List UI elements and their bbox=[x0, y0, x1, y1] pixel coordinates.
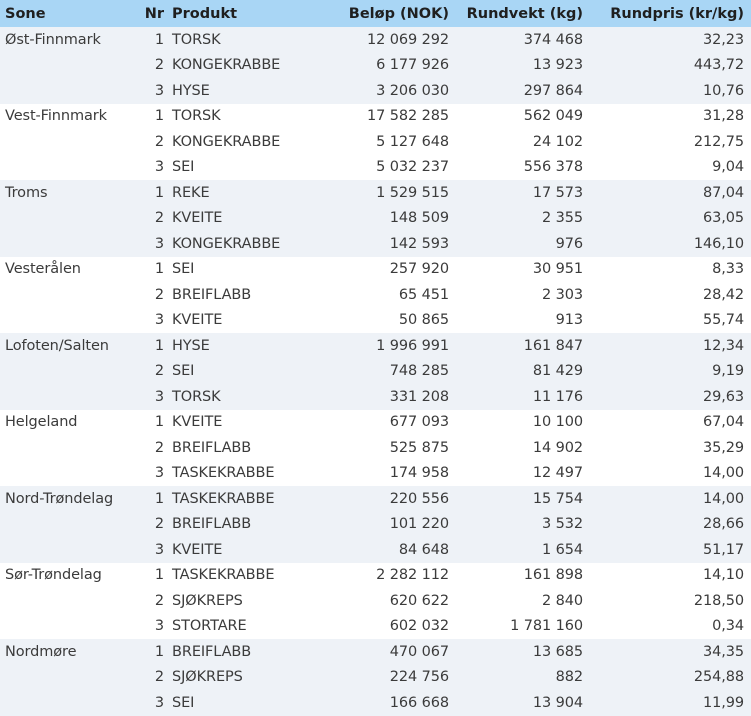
cell-rundvekt: 374 468 bbox=[455, 27, 589, 53]
table-row bbox=[0, 563, 751, 589]
cell-rundvekt: 10 100 bbox=[455, 410, 589, 436]
cell-produkt: SEI bbox=[169, 155, 304, 181]
table-row bbox=[0, 512, 751, 538]
cell-rundpris: 87,04 bbox=[589, 180, 751, 206]
cell-belop: 602 032 bbox=[304, 614, 455, 640]
cell-belop: 525 875 bbox=[304, 435, 455, 461]
cell-rundpris: 67,04 bbox=[589, 410, 751, 436]
cell-sone bbox=[0, 435, 137, 461]
table-row bbox=[0, 129, 751, 155]
cell-rundvekt: 976 bbox=[455, 231, 589, 257]
cell-rundvekt: 15 754 bbox=[455, 486, 589, 512]
cell-nr: 3 bbox=[137, 78, 169, 104]
cell-rundpris: 14,10 bbox=[589, 563, 751, 589]
cell-rundvekt: 11 176 bbox=[455, 384, 589, 410]
cell-rundpris: 11,99 bbox=[589, 690, 751, 716]
cell-rundvekt: 14 902 bbox=[455, 435, 589, 461]
cell-belop: 84 648 bbox=[304, 537, 455, 563]
cell-rundvekt: 882 bbox=[455, 665, 589, 691]
cell-produkt: BREIFLABB bbox=[169, 639, 304, 665]
cell-produkt: SEI bbox=[169, 690, 304, 716]
cell-produkt: KONGEKRABBE bbox=[169, 129, 304, 155]
cell-rundpris: 14,00 bbox=[589, 486, 751, 512]
cell-rundvekt: 12 497 bbox=[455, 461, 589, 487]
cell-belop: 5 127 648 bbox=[304, 129, 455, 155]
cell-rundvekt: 24 102 bbox=[455, 129, 589, 155]
cell-nr: 3 bbox=[137, 308, 169, 334]
cell-sone: Nordmøre bbox=[0, 639, 137, 665]
cell-sone bbox=[0, 308, 137, 334]
cell-produkt: KVEITE bbox=[169, 308, 304, 334]
cell-produkt: TASKEKRABBE bbox=[169, 461, 304, 487]
cell-nr: 2 bbox=[137, 435, 169, 461]
cell-rundvekt: 13 923 bbox=[455, 53, 589, 79]
table-body bbox=[0, 27, 751, 716]
cell-nr: 3 bbox=[137, 461, 169, 487]
cell-belop: 148 509 bbox=[304, 206, 455, 232]
cell-rundpris: 443,72 bbox=[589, 53, 751, 79]
cell-produkt: BREIFLABB bbox=[169, 512, 304, 538]
cell-belop: 17 582 285 bbox=[304, 104, 455, 130]
cell-belop: 620 622 bbox=[304, 588, 455, 614]
table-row bbox=[0, 333, 751, 359]
table-row bbox=[0, 53, 751, 79]
cell-produkt: SEI bbox=[169, 257, 304, 283]
cell-belop: 1 996 991 bbox=[304, 333, 455, 359]
cell-sone bbox=[0, 665, 137, 691]
cell-sone: Øst-Finnmark bbox=[0, 27, 137, 53]
cell-nr: 1 bbox=[137, 486, 169, 512]
cell-sone bbox=[0, 512, 137, 538]
cell-belop: 331 208 bbox=[304, 384, 455, 410]
table-row bbox=[0, 690, 751, 716]
column-header-rundvekt[interactable]: Rundvekt (kg) bbox=[455, 0, 589, 27]
cell-nr: 2 bbox=[137, 665, 169, 691]
cell-sone: Vesterålen bbox=[0, 257, 137, 283]
cell-produkt: TORSK bbox=[169, 384, 304, 410]
cell-rundvekt: 3 532 bbox=[455, 512, 589, 538]
cell-rundpris: 29,63 bbox=[589, 384, 751, 410]
cell-rundpris: 31,28 bbox=[589, 104, 751, 130]
cell-rundvekt: 17 573 bbox=[455, 180, 589, 206]
cell-sone bbox=[0, 614, 137, 640]
cell-nr: 2 bbox=[137, 359, 169, 385]
cell-rundpris: 8,33 bbox=[589, 257, 751, 283]
cell-rundvekt: 30 951 bbox=[455, 257, 589, 283]
cell-rundpris: 35,29 bbox=[589, 435, 751, 461]
cell-rundvekt: 297 864 bbox=[455, 78, 589, 104]
cell-rundpris: 10,76 bbox=[589, 78, 751, 104]
cell-belop: 174 958 bbox=[304, 461, 455, 487]
cell-nr: 3 bbox=[137, 384, 169, 410]
cell-nr: 1 bbox=[137, 257, 169, 283]
table-row bbox=[0, 155, 751, 181]
cell-nr: 1 bbox=[137, 180, 169, 206]
cell-produkt: SJØKREPS bbox=[169, 665, 304, 691]
cell-sone: Helgeland bbox=[0, 410, 137, 436]
table-row bbox=[0, 486, 751, 512]
cell-produkt: SJØKREPS bbox=[169, 588, 304, 614]
cell-produkt: TORSK bbox=[169, 27, 304, 53]
cell-sone bbox=[0, 78, 137, 104]
cell-sone: Sør-Trøndelag bbox=[0, 563, 137, 589]
cell-rundvekt: 81 429 bbox=[455, 359, 589, 385]
cell-produkt: BREIFLABB bbox=[169, 282, 304, 308]
cell-sone bbox=[0, 537, 137, 563]
cell-sone bbox=[0, 588, 137, 614]
cell-sone bbox=[0, 690, 137, 716]
cell-belop: 257 920 bbox=[304, 257, 455, 283]
cell-belop: 12 069 292 bbox=[304, 27, 455, 53]
table-row bbox=[0, 359, 751, 385]
cell-produkt: BREIFLABB bbox=[169, 435, 304, 461]
cell-belop: 224 756 bbox=[304, 665, 455, 691]
cell-nr: 1 bbox=[137, 104, 169, 130]
cell-belop: 101 220 bbox=[304, 512, 455, 538]
cell-rundvekt: 13 685 bbox=[455, 639, 589, 665]
cell-sone bbox=[0, 282, 137, 308]
table-row bbox=[0, 461, 751, 487]
cell-sone: Troms bbox=[0, 180, 137, 206]
cell-produkt: KVEITE bbox=[169, 206, 304, 232]
column-header-nr[interactable]: Nr bbox=[137, 0, 169, 27]
column-header-belop[interactable]: Beløp (NOK) bbox=[304, 0, 455, 27]
cell-produkt: KVEITE bbox=[169, 537, 304, 563]
cell-nr: 3 bbox=[137, 231, 169, 257]
cell-nr: 2 bbox=[137, 588, 169, 614]
cell-rundpris: 34,35 bbox=[589, 639, 751, 665]
table-row bbox=[0, 537, 751, 563]
cell-rundvekt: 562 049 bbox=[455, 104, 589, 130]
table-row bbox=[0, 257, 751, 283]
cell-belop: 166 668 bbox=[304, 690, 455, 716]
cell-belop: 5 032 237 bbox=[304, 155, 455, 181]
cell-belop: 3 206 030 bbox=[304, 78, 455, 104]
table-row bbox=[0, 78, 751, 104]
table-row bbox=[0, 206, 751, 232]
cell-belop: 50 865 bbox=[304, 308, 455, 334]
cell-sone bbox=[0, 53, 137, 79]
header-row bbox=[0, 0, 751, 27]
cell-produkt: HYSE bbox=[169, 333, 304, 359]
cell-rundpris: 63,05 bbox=[589, 206, 751, 232]
table-row bbox=[0, 410, 751, 436]
table-row bbox=[0, 231, 751, 257]
cell-nr: 1 bbox=[137, 333, 169, 359]
cell-produkt: TORSK bbox=[169, 104, 304, 130]
cell-belop: 6 177 926 bbox=[304, 53, 455, 79]
cell-rundvekt: 2 355 bbox=[455, 206, 589, 232]
cell-belop: 65 451 bbox=[304, 282, 455, 308]
cell-rundpris: 9,04 bbox=[589, 155, 751, 181]
cell-rundpris: 0,34 bbox=[589, 614, 751, 640]
cell-rundvekt: 13 904 bbox=[455, 690, 589, 716]
cell-sone bbox=[0, 155, 137, 181]
cell-rundvekt: 2 840 bbox=[455, 588, 589, 614]
cell-rundvekt: 1 781 160 bbox=[455, 614, 589, 640]
cell-rundvekt: 161 847 bbox=[455, 333, 589, 359]
cell-sone bbox=[0, 359, 137, 385]
cell-nr: 3 bbox=[137, 690, 169, 716]
cell-sone: Vest-Finnmark bbox=[0, 104, 137, 130]
cell-belop: 142 593 bbox=[304, 231, 455, 257]
cell-sone bbox=[0, 461, 137, 487]
cell-sone bbox=[0, 384, 137, 410]
cell-nr: 1 bbox=[137, 410, 169, 436]
table-row bbox=[0, 27, 751, 53]
cell-nr: 3 bbox=[137, 614, 169, 640]
cell-produkt: SEI bbox=[169, 359, 304, 385]
table-row bbox=[0, 384, 751, 410]
cell-nr: 1 bbox=[137, 563, 169, 589]
cell-sone: Nord-Trøndelag bbox=[0, 486, 137, 512]
cell-belop: 1 529 515 bbox=[304, 180, 455, 206]
cell-belop: 2 282 112 bbox=[304, 563, 455, 589]
cell-belop: 748 285 bbox=[304, 359, 455, 385]
cell-belop: 220 556 bbox=[304, 486, 455, 512]
cell-sone bbox=[0, 206, 137, 232]
cell-nr: 1 bbox=[137, 27, 169, 53]
table-row bbox=[0, 639, 751, 665]
cell-rundpris: 12,34 bbox=[589, 333, 751, 359]
cell-rundvekt: 556 378 bbox=[455, 155, 589, 181]
cell-rundpris: 55,74 bbox=[589, 308, 751, 334]
cell-produkt: STORTARE bbox=[169, 614, 304, 640]
cell-produkt: TASKEKRABBE bbox=[169, 486, 304, 512]
cell-produkt: HYSE bbox=[169, 78, 304, 104]
table-row bbox=[0, 435, 751, 461]
column-header-produkt[interactable]: Produkt bbox=[169, 0, 304, 27]
cell-rundvekt: 913 bbox=[455, 308, 589, 334]
table-row bbox=[0, 180, 751, 206]
table-row bbox=[0, 308, 751, 334]
cell-produkt: KONGEKRABBE bbox=[169, 53, 304, 79]
cell-rundpris: 254,88 bbox=[589, 665, 751, 691]
table-row bbox=[0, 665, 751, 691]
table-row bbox=[0, 588, 751, 614]
cell-nr: 2 bbox=[137, 512, 169, 538]
cell-rundpris: 9,19 bbox=[589, 359, 751, 385]
cell-nr: 2 bbox=[137, 53, 169, 79]
cell-produkt: REKE bbox=[169, 180, 304, 206]
column-header-sone[interactable]: Sone bbox=[0, 0, 137, 27]
cell-produkt: KVEITE bbox=[169, 410, 304, 436]
column-header-rundpris[interactable]: Rundpris (kr/kg) bbox=[589, 0, 751, 27]
table-row bbox=[0, 282, 751, 308]
cell-belop: 470 067 bbox=[304, 639, 455, 665]
cell-rundvekt: 2 303 bbox=[455, 282, 589, 308]
cell-nr: 1 bbox=[137, 639, 169, 665]
cell-sone bbox=[0, 231, 137, 257]
cell-rundvekt: 161 898 bbox=[455, 563, 589, 589]
cell-sone bbox=[0, 129, 137, 155]
table-row bbox=[0, 104, 751, 130]
cell-nr: 3 bbox=[137, 537, 169, 563]
cell-rundpris: 28,42 bbox=[589, 282, 751, 308]
cell-rundpris: 212,75 bbox=[589, 129, 751, 155]
cell-rundpris: 51,17 bbox=[589, 537, 751, 563]
cell-nr: 3 bbox=[137, 155, 169, 181]
cell-sone: Lofoten/Salten bbox=[0, 333, 137, 359]
cell-rundpris: 218,50 bbox=[589, 588, 751, 614]
cell-rundpris: 14,00 bbox=[589, 461, 751, 487]
cell-belop: 677 093 bbox=[304, 410, 455, 436]
cell-nr: 2 bbox=[137, 282, 169, 308]
cell-nr: 2 bbox=[137, 129, 169, 155]
cell-rundpris: 146,10 bbox=[589, 231, 751, 257]
cell-produkt: KONGEKRABBE bbox=[169, 231, 304, 257]
cell-rundpris: 32,23 bbox=[589, 27, 751, 53]
cell-rundvekt: 1 654 bbox=[455, 537, 589, 563]
cell-produkt: TASKEKRABBE bbox=[169, 563, 304, 589]
cell-nr: 2 bbox=[137, 206, 169, 232]
cell-rundpris: 28,66 bbox=[589, 512, 751, 538]
table-row bbox=[0, 614, 751, 640]
